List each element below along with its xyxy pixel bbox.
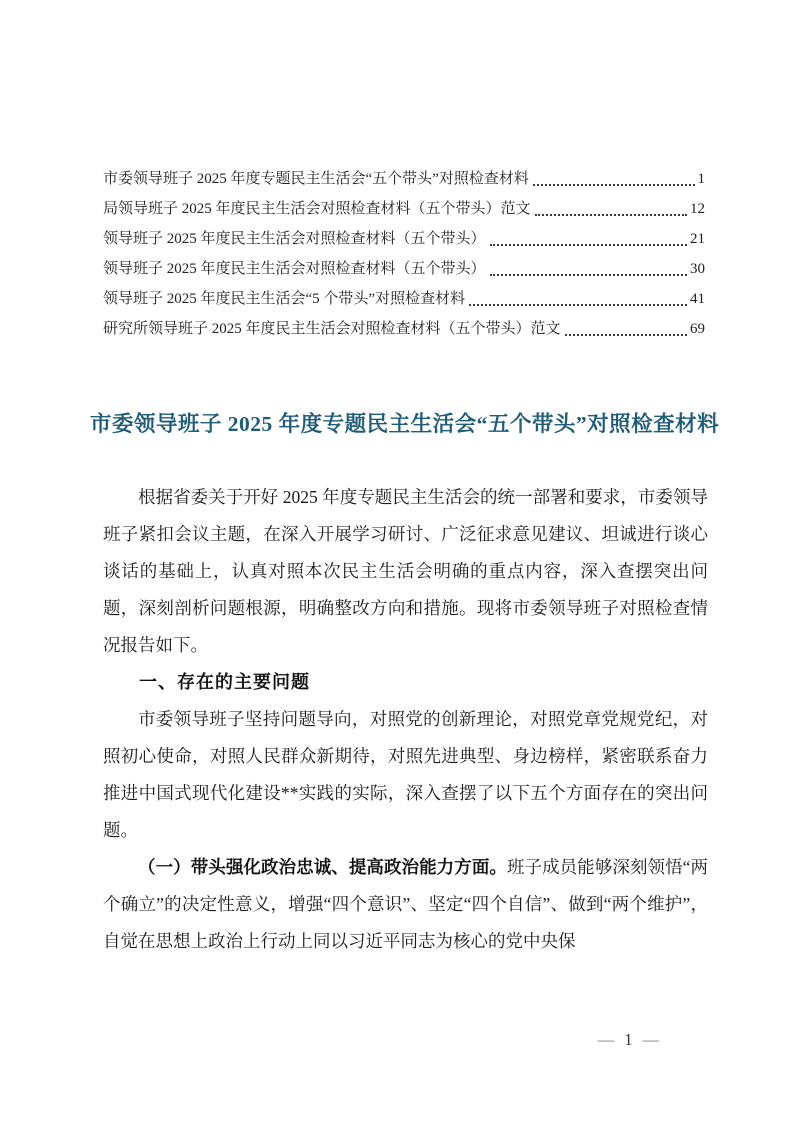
toc-entry <box>103 164 705 194</box>
section-1-intro-paragraph: 市委领导班子坚持问题导向，对照党的创新理论，对照党章党规党纪，对照初心使命，对照人民群众新期待，对照先进典型、身边榜样，紧密联系奋力推进中国式现代化建设**实践的实际，深入查摆了以下五个方面存在的突出问题。 <box>103 709 708 840</box>
toc-entry-title: 领导班子 2025 年度民主生活会对照检查材料（五个带头） <box>103 231 486 247</box>
document-body <box>103 479 708 960</box>
section-1-heading: 一、存在的主要问题 <box>139 672 310 692</box>
toc-dot-leader <box>565 334 687 336</box>
toc-entry-page: 41 <box>690 291 705 307</box>
toc-dot-leader <box>535 214 687 216</box>
page-number <box>589 1030 669 1050</box>
footer-dash-right: — <box>642 1030 660 1049</box>
document-title: 市委领导班子 2025 年度专题民主生活会“五个带头”对照检查材料 <box>89 412 720 436</box>
toc-entry-title: 领导班子 2025 年度民主生活会“5 个带头”对照检查材料 <box>103 291 466 307</box>
toc-entry <box>103 284 705 314</box>
item-1-paragraph <box>103 849 708 960</box>
toc-entry-page: 69 <box>690 321 705 337</box>
toc-entry <box>103 254 705 284</box>
item-1-body-text: 班子成员能够深刻领悟“两个确立”的决定性意义，增强“四个意识”、坚定“四个自信”、做到“两个维护”，自觉在思想上政治上行动上同以习近平同志为核心的党中央保 <box>103 857 708 951</box>
table-of-contents <box>103 164 705 344</box>
toc-entry-title: 市委领导班子 2025 年度专题民主生活会“五个带头”对照检查材料 <box>103 171 529 187</box>
item-1-lead: （一）带头强化政治忠诚、提高政治能力方面。 <box>138 857 507 877</box>
toc-entry <box>103 314 705 344</box>
toc-entry-title: 研究所领导班子 2025 年度民主生活会对照检查材料（五个带头）范文 <box>103 321 561 337</box>
toc-dot-leader <box>469 304 687 306</box>
toc-entry-title: 局领导班子 2025 年度民主生活会对照检查材料（五个带头）范文 <box>103 201 531 217</box>
toc-dot-leader <box>533 184 695 186</box>
footer-page-number: 1 <box>624 1030 634 1049</box>
footer-dash-left: — <box>597 1030 616 1049</box>
toc-entry <box>103 194 705 224</box>
intro-paragraph: 根据省委关于开好 2025 年度专题民主生活会的统一部署和要求，市委领导班子紧扣会议主题，在深入开展学习研讨、广泛征求意见建议、坦诚进行谈心谈话的基础上，认真对照本次民主生活会明确的重点内容，深入查摆突出问题，深刻剖析问题根源，明确整改方向和措施。现将市委领导班子对照检查情况报告如下。 <box>103 487 708 655</box>
toc-entry-page: 1 <box>697 171 705 187</box>
toc-dot-leader <box>490 274 687 276</box>
toc-entry <box>103 224 705 254</box>
toc-entry-title: 领导班子 2025 年度民主生活会对照检查材料（五个带头） <box>103 261 486 277</box>
toc-entry-page: 12 <box>690 201 705 217</box>
toc-entry-page: 21 <box>690 231 705 247</box>
toc-entry-page: 30 <box>690 261 705 277</box>
toc-dot-leader <box>490 244 687 246</box>
